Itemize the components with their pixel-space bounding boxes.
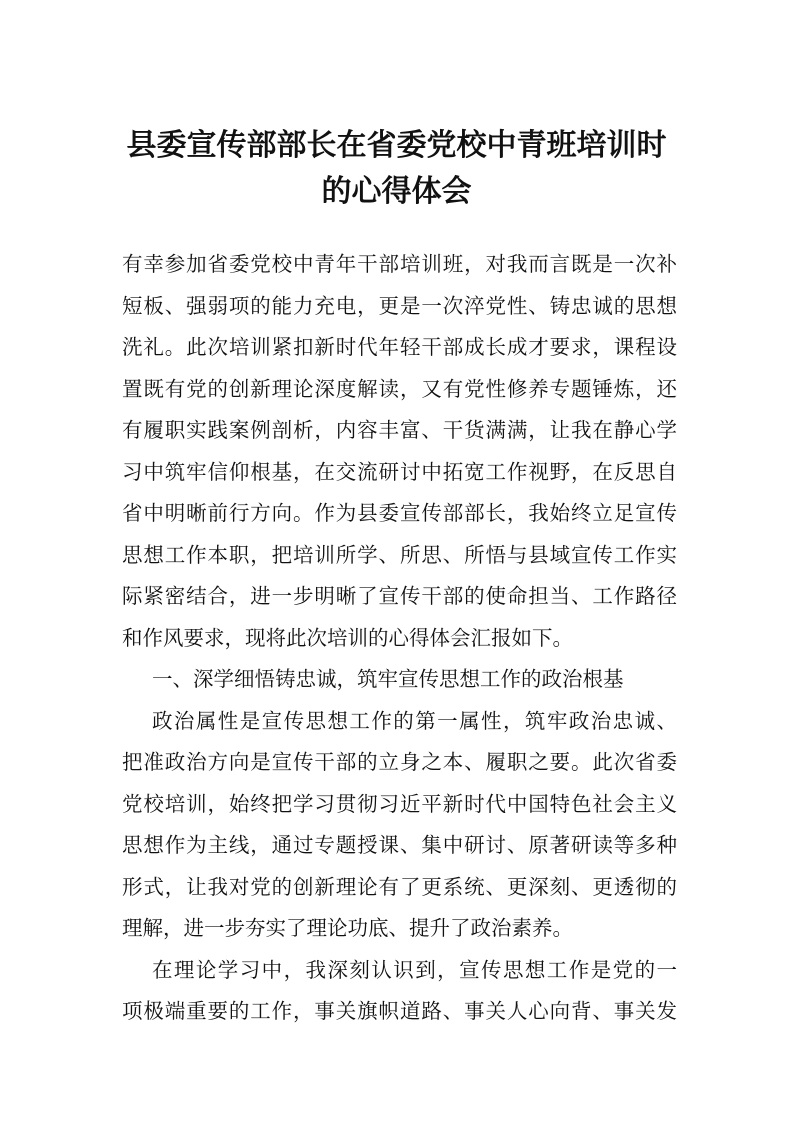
paragraph-line: 省中明晰前行方向。作为县委宣传部部长，我始终立足宣传 bbox=[122, 501, 677, 525]
paragraph-line: 在理论学习中，我深刻认识到，宣传思想工作是党的一 bbox=[152, 957, 677, 982]
paragraph-line: 党校培训，始终把学习贯彻习近平新时代中国特色社会主义 bbox=[122, 791, 677, 816]
paragraph-line: 形式，让我对党的创新理论有了更系统、更深刻、更透彻的 bbox=[122, 874, 677, 899]
section-heading: 一、深学细悟铸忠诚，筑牢宣传思想工作的政治根基 bbox=[152, 667, 624, 691]
paragraph-line: 思想作为主线，通过专题授课、集中研讨、原著研读等多种 bbox=[122, 833, 677, 857]
paragraph-line: 洗礼。此次培训紧扣新时代年轻干部成长成才要求，课程设 bbox=[122, 335, 677, 359]
paragraph-line: 和作风要求，现将此次培训的心得体会汇报如下。 bbox=[122, 625, 573, 650]
paragraph-line: 项极端重要的工作，事关旗帜道路、事关人心向背、事关发 bbox=[122, 999, 677, 1023]
document-title-line-2: 的心得体会 bbox=[321, 174, 472, 209]
paragraph-line: 置既有党的创新理论深度解读，又有党性修养专题锤炼，还 bbox=[122, 376, 677, 401]
paragraph-line: 把准政治方向是宣传干部的立身之本、履职之要。此次省委 bbox=[122, 750, 677, 774]
document-title-line-1: 县委宣传部部长在省委党校中青班培训时 bbox=[126, 128, 667, 163]
paragraph-line: 习中筑牢信仰根基，在交流研讨中拓宽工作视野，在反思自 bbox=[122, 459, 677, 484]
paragraph-line: 有履职实践案例剖析，内容丰富、干货满满，让我在静心学 bbox=[122, 418, 677, 442]
paragraph-line: 理解，进一步夯实了理论功底、提升了政治素养。 bbox=[122, 916, 573, 940]
paragraph-line: 有幸参加省委党校中青年干部培训班，对我而言既是一次补 bbox=[122, 252, 677, 276]
paragraph-line: 政治属性是宣传思想工作的第一属性，筑牢政治忠诚、 bbox=[152, 708, 677, 733]
paragraph-line: 际紧密结合，进一步明晰了宣传干部的使命担当、工作路径 bbox=[122, 584, 677, 608]
paragraph-line: 短板、强弱项的能力充电，更是一次淬党性、铸忠诚的思想 bbox=[122, 293, 677, 318]
paragraph-line: 思想工作本职，把培训所学、所思、所悟与县域宣传工作实 bbox=[122, 542, 677, 567]
document-body bbox=[122, 244, 677, 1033]
